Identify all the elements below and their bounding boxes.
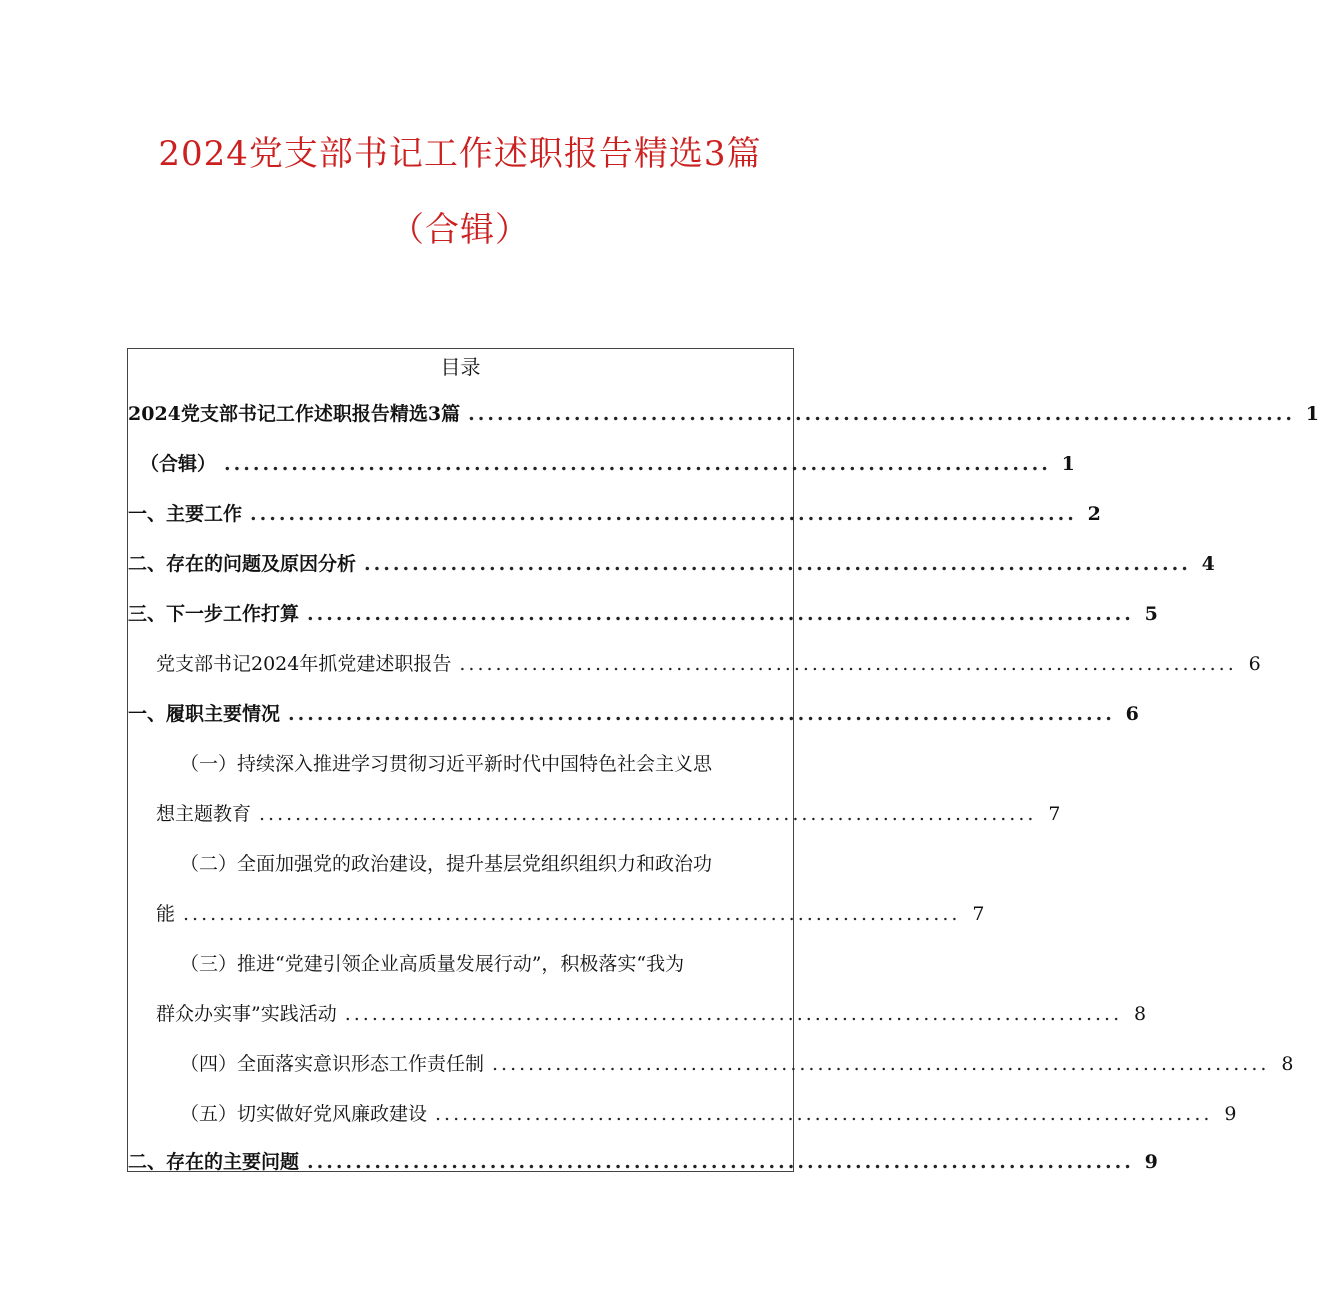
toc-entry[interactable] [156,899,985,929]
toc-leader: ...................................................................................... [468,403,1295,425]
toc-entry-continuation: 群众办实事”实践活动 [156,1003,337,1025]
toc-leader: ...................................................................................... [224,453,1051,475]
toc-page-number: 7 [972,903,985,925]
toc-entry[interactable] [128,699,1139,729]
toc-leader: ...................................................................................... [259,803,1037,825]
toc-entry[interactable] [156,649,1261,679]
toc-entry-text: （五）切实做好党风廉政建设 [180,1103,428,1125]
toc-page-number: 4 [1201,553,1215,575]
toc-page-number: 1 [1061,453,1075,475]
toc-entry[interactable] [128,399,1319,429]
toc-entry-continuation: 想主题教育 [156,803,252,825]
toc-entry-text: 党支部书记2024年抓党建述职报告 [156,653,452,675]
toc-entry-text[interactable]: （三）推进“党建引领企业高质量发展行动”，积极落实“我为 [180,953,685,975]
toc-entry-text: （合辑） [140,453,217,475]
toc-leader: ...................................................................................... [492,1053,1270,1075]
toc-page-number: 9 [1144,1151,1158,1173]
toc-entry[interactable] [128,549,1215,579]
table-of-contents [127,348,1319,1173]
toc-entry-text: 二、存在的主要问题 [128,1151,300,1173]
toc-entry[interactable] [180,1049,1294,1079]
toc-page-number: 6 [1248,653,1261,675]
toc-entry[interactable] [128,599,1158,629]
toc-page-number: 7 [1048,803,1061,825]
toc-entry-text[interactable]: （一）持续深入推进学习贯彻习近平新时代中国特色社会主义思 [180,753,713,775]
toc-entry-text: （四）全面落实意识形态工作责任制 [180,1053,485,1075]
toc-entry-text[interactable]: （二）全面加强党的政治建设，提升基层党组织组织力和政治功 [180,853,713,875]
toc-page-number: 2 [1087,503,1101,525]
toc-entry[interactable] [128,499,1101,529]
toc-page-number: 9 [1224,1103,1237,1125]
toc-entry-text: 一、履职主要情况 [128,703,281,725]
toc-leader: ...................................................................................... [344,1003,1123,1025]
toc-entry[interactable] [140,449,1075,479]
toc-leader: ...................................................................................... [459,653,1237,675]
toc-entry[interactable] [156,799,1061,829]
toc-leader: ...................................................................................... [307,603,1134,625]
document-subtitle: （合辑） [390,210,530,250]
toc-page-number: 8 [1134,1003,1147,1025]
toc-entry-text: 一、主要工作 [128,503,243,525]
toc-heading: 目录 [440,355,481,379]
toc-entry[interactable] [156,999,1147,1029]
toc-page-number: 6 [1125,703,1139,725]
toc-entry-text: 2024党支部书记工作述职报告精选3篇 [128,403,461,425]
toc-leader: ...................................................................................... [364,553,1191,575]
toc-page-number: 8 [1281,1053,1294,1075]
toc-leader: ...................................................................................... [288,703,1115,725]
toc-entry[interactable] [180,1099,1237,1129]
toc-leader: ...................................................................................... [250,503,1077,525]
toc-page-number: 1 [1305,403,1319,425]
toc-leader: ...................................................................................... [307,1151,1134,1173]
toc-entry-text: 二、存在的问题及原因分析 [128,553,357,575]
toc-leader: ...................................................................................... [183,903,961,925]
document-title: 2024党支部书记工作述职报告精选3篇 [158,134,762,174]
toc-entry-text: 三、下一步工作打算 [128,603,300,625]
toc-entry-continuation: 能 [156,903,176,925]
toc-entry[interactable] [128,1147,1158,1177]
toc-leader: ...................................................................................... [435,1103,1213,1125]
toc-page-number: 5 [1144,603,1158,625]
